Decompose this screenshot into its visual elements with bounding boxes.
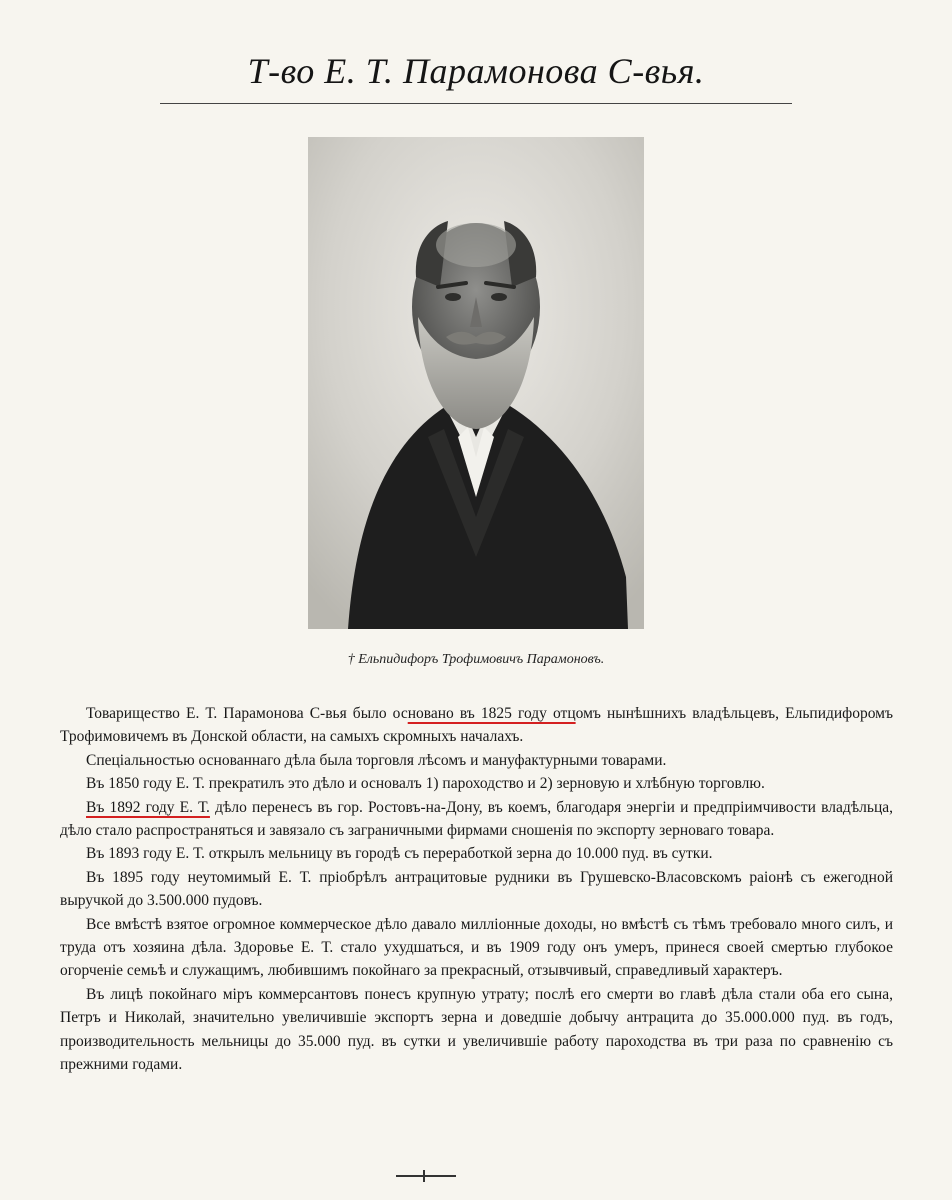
portrait-photo xyxy=(308,137,644,629)
page-title: Т-во Е. Т. Парамонова С-вья. xyxy=(247,51,705,91)
title-rule xyxy=(160,103,792,104)
paragraph-1-part-b: омъ нынѣшнихъ владѣльцевъ, Ельпидифоромъ Трофимовичемъ въ Донской области, на самыхъ скромныхъ началахъ. xyxy=(60,705,893,746)
paragraph-7: Все вмѣстѣ взятое огромное коммерческое дѣло давало милліонные доходы, но вмѣстѣ съ тѣмъ требовало много силъ, и труда отъ хозяина дѣла. Здоровье Е. Т. стало ухудшаться, и въ 1909 году онъ умеръ, принеся своей смертью глубокое огорченіе семьѣ и служащимъ, любившимъ покойнаго за прекрасный, отзывчивый, справедливый характеръ. xyxy=(60,915,893,980)
underlined-founding-date: новано въ 1825 году отц xyxy=(407,705,576,722)
paragraph-5: Въ 1893 году Е. Т. открылъ мельницу въ городѣ съ переработкой зерна до 10.000 пуд. въ сутки. xyxy=(86,845,713,863)
paragraph-3: Въ 1850 году Е. Т. прекратилъ это дѣло и основалъ 1) пароходство и 2) зерновую и хлѣбную торговлю. xyxy=(86,775,765,793)
paragraph-4 xyxy=(60,796,893,843)
paragraph-8: Въ лицѣ покойнаго міръ коммерсантовъ понесъ крупную утрату; послѣ его смерти во главѣ дѣла стали оба его сына, Петръ и Николай, значительно увеличившіе экспортъ зерна и доведшіе добычу антрацита до 35.000.000 пуд. въ годъ, производительность мельницы до 35.000 пуд. въ сутки и увеличившіе работу пароходства въ три раза по сравненію съ прежними годами. xyxy=(60,985,893,1074)
portrait-photo-icon xyxy=(308,137,644,629)
article-body xyxy=(60,702,893,1077)
paragraph-2: Спеціальностью основаннаго дѣла была торговля лѣсомъ и мануфактурными товарами. xyxy=(86,751,667,769)
portrait-caption: † Ельпидифоръ Трофимовичъ Парамоновъ. xyxy=(347,652,605,667)
bottom-ornament xyxy=(396,1175,456,1177)
paragraph-1 xyxy=(60,702,893,749)
paragraph-1-part-a: Товарищество Е. Т. Парамонова С-вья было ос xyxy=(86,705,408,722)
underlined-relocation-date: Въ 1892 году Е. Т. xyxy=(86,798,210,816)
paragraph-4-rest: дѣло перенесъ въ гор. Ростовъ-на-Дону, въ коемъ, благодаря энергіи и предпріимчивости владѣльца, дѣло стало распространяться и завязало съ заграничными фирмами сношенія по экспорту зерноваго товара. xyxy=(60,798,893,840)
paragraph-6: Въ 1895 году неутомимый Е. Т. пріобрѣлъ антрацитовые рудники въ Грушевско-Власовскомъ раіонѣ съ ежегодной выручкой до 3.500.000 пудовъ. xyxy=(60,868,893,910)
